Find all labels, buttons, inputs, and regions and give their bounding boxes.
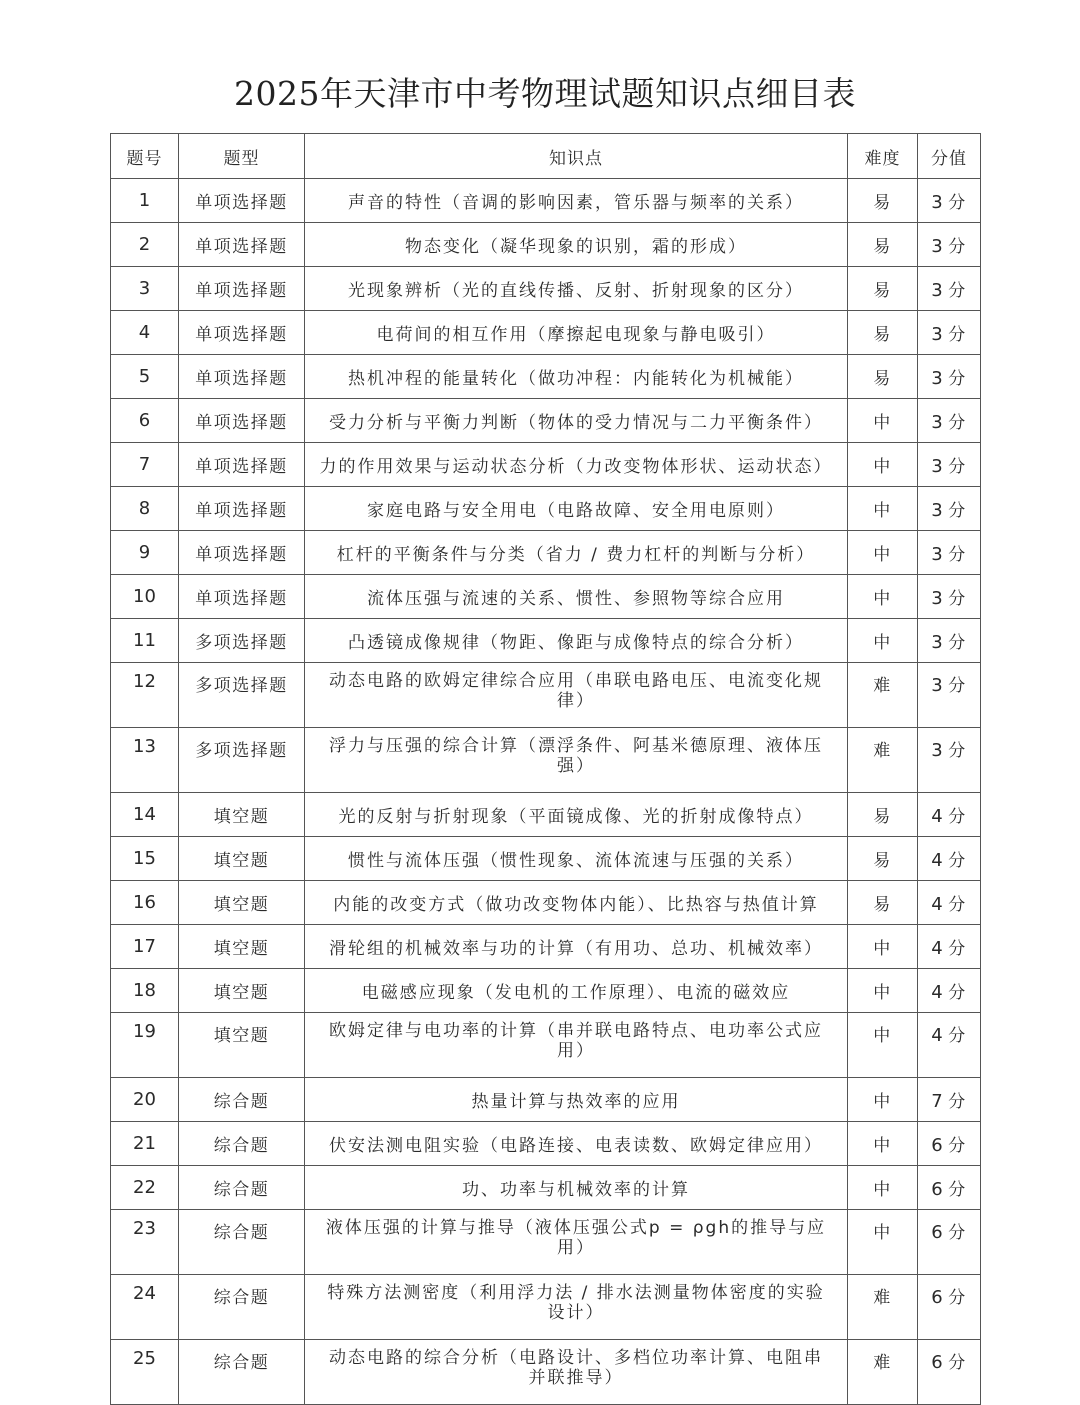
score [918,1340,981,1405]
question-type: 填空题 [179,925,305,969]
score-value: 3 [931,324,945,345]
table-row [111,728,981,793]
question-number: 13 [111,728,179,793]
knowledge-table [110,133,981,1405]
score-value: 3 [931,280,945,301]
table-row [111,1275,981,1340]
score-value: 6 [931,1352,945,1373]
question-type: 单项选择题 [179,399,305,443]
knowledge-point: 功、功率与机械效率的计算 [305,1166,848,1210]
score [918,223,981,267]
question-type: 单项选择题 [179,575,305,619]
question-type: 单项选择题 [179,531,305,575]
difficulty: 易 [848,267,918,311]
question-number: 24 [111,1275,179,1340]
question-type: 综合题 [179,1340,305,1405]
difficulty: 中 [848,1122,918,1166]
score-unit: 分 [948,1180,967,1200]
difficulty: 易 [848,881,918,925]
score-value: 3 [931,632,945,653]
score-value: 6 [931,1135,945,1156]
knowledge-point: 电荷间的相互作用（摩擦起电现象与静电吸引） [305,311,848,355]
question-type: 单项选择题 [179,487,305,531]
knowledge-point: 特殊方法测密度（利用浮力法 / 排水法测量物体密度的实验设计） [305,1275,848,1340]
score-unit: 分 [948,457,967,477]
score-value: 4 [931,894,945,915]
knowledge-point: 内能的改变方式（做功改变物体内能）、比热容与热值计算 [305,881,848,925]
table-row [111,355,981,399]
question-number: 12 [111,663,179,728]
score-value: 7 [931,1091,945,1112]
question-number: 11 [111,619,179,663]
question-number: 5 [111,355,179,399]
knowledge-point: 液体压强的计算与推导（液体压强公式p = ρgh的推导与应用） [305,1210,848,1275]
knowledge-point: 欧姆定律与电功率的计算（串并联电路特点、电功率公式应用） [305,1013,848,1078]
score-unit: 分 [948,1026,967,1046]
header-score: 分值 [918,134,981,179]
table-row [111,443,981,487]
question-type: 填空题 [179,1013,305,1078]
difficulty: 中 [848,925,918,969]
score-value: 4 [931,982,945,1003]
score-unit: 分 [948,895,967,915]
score-value: 6 [931,1222,945,1243]
score [918,531,981,575]
question-type: 多项选择题 [179,619,305,663]
table-row [111,881,981,925]
score-unit: 分 [948,545,967,565]
question-number: 14 [111,793,179,837]
score-unit: 分 [948,589,967,609]
score-value: 3 [931,740,945,761]
difficulty: 中 [848,575,918,619]
question-number: 7 [111,443,179,487]
question-type: 填空题 [179,881,305,925]
knowledge-point: 家庭电路与安全用电（电路故障、安全用电原则） [305,487,848,531]
header-knowledge-point: 知识点 [305,134,848,179]
question-type: 填空题 [179,793,305,837]
score [918,969,981,1013]
knowledge-point: 动态电路的欧姆定律综合应用（串联电路电压、电流变化规律） [305,663,848,728]
table-row [111,1013,981,1078]
header-type: 题型 [179,134,305,179]
score-unit: 分 [948,325,967,345]
score-value: 3 [931,456,945,477]
question-number: 15 [111,837,179,881]
difficulty: 难 [848,663,918,728]
score [918,179,981,223]
score [918,728,981,793]
score [918,881,981,925]
knowledge-point: 凸透镜成像规律（物距、像距与成像特点的综合分析） [305,619,848,663]
score-unit: 分 [948,676,967,696]
question-number: 17 [111,925,179,969]
question-type: 单项选择题 [179,267,305,311]
knowledge-point: 伏安法测电阻实验（电路连接、电表读数、欧姆定律应用） [305,1122,848,1166]
knowledge-point: 惯性与流体压强（惯性现象、流体流速与压强的关系） [305,837,848,881]
table-row [111,575,981,619]
difficulty: 易 [848,837,918,881]
knowledge-point: 热量计算与热效率的应用 [305,1078,848,1122]
knowledge-point: 物态变化（凝华现象的识别，霜的形成） [305,223,848,267]
score [918,1122,981,1166]
question-number: 6 [111,399,179,443]
knowledge-point: 光现象辨析（光的直线传播、反射、折射现象的区分） [305,267,848,311]
question-number: 8 [111,487,179,531]
question-type: 单项选择题 [179,223,305,267]
score-unit: 分 [948,1223,967,1243]
score-unit: 分 [948,807,967,827]
score [918,619,981,663]
table-row [111,1166,981,1210]
difficulty: 中 [848,1166,918,1210]
table-row [111,267,981,311]
question-number: 1 [111,179,179,223]
question-number: 16 [111,881,179,925]
score-unit: 分 [948,1288,967,1308]
score-unit: 分 [948,1136,967,1156]
score-value: 4 [931,806,945,827]
knowledge-point: 力的作用效果与运动状态分析（力改变物体形状、运动状态） [305,443,848,487]
score-unit: 分 [948,413,967,433]
difficulty: 中 [848,487,918,531]
knowledge-point: 杠杆的平衡条件与分类（省力 / 费力杠杆的判断与分析） [305,531,848,575]
score-unit: 分 [948,1092,967,1112]
question-number: 23 [111,1210,179,1275]
question-type: 综合题 [179,1166,305,1210]
table-row [111,793,981,837]
score-unit: 分 [948,983,967,1003]
question-type: 填空题 [179,837,305,881]
score-unit: 分 [948,501,967,521]
question-number: 21 [111,1122,179,1166]
difficulty: 中 [848,531,918,575]
knowledge-point: 动态电路的综合分析（电路设计、多档位功率计算、电阻串并联推导） [305,1340,848,1405]
difficulty: 中 [848,1210,918,1275]
score-value: 4 [931,1025,945,1046]
difficulty: 中 [848,1013,918,1078]
question-number: 19 [111,1013,179,1078]
table-row [111,1340,981,1405]
knowledge-point: 流体压强与流速的关系、惯性、参照物等综合应用 [305,575,848,619]
knowledge-point: 光的反射与折射现象（平面镜成像、光的折射成像特点） [305,793,848,837]
difficulty: 易 [848,311,918,355]
score-value: 3 [931,236,945,257]
question-type: 单项选择题 [179,443,305,487]
difficulty: 易 [848,355,918,399]
score [918,355,981,399]
score [918,267,981,311]
score-unit: 分 [948,633,967,653]
score-value: 3 [931,192,945,213]
difficulty: 易 [848,793,918,837]
header-difficulty: 难度 [848,134,918,179]
score [918,925,981,969]
score-value: 4 [931,850,945,871]
difficulty: 难 [848,1275,918,1340]
score-value: 3 [931,368,945,389]
table-row [111,487,981,531]
score [918,663,981,728]
score-unit: 分 [948,369,967,389]
score-value: 3 [931,544,945,565]
score [918,443,981,487]
question-type: 单项选择题 [179,179,305,223]
question-number: 18 [111,969,179,1013]
question-type: 综合题 [179,1210,305,1275]
difficulty: 难 [848,728,918,793]
score-unit: 分 [948,1353,967,1373]
table-row [111,223,981,267]
knowledge-point: 滑轮组的机械效率与功的计算（有用功、总功、机械效率） [305,925,848,969]
question-type: 综合题 [179,1122,305,1166]
score-value: 3 [931,675,945,696]
question-type: 综合题 [179,1275,305,1340]
table-row [111,837,981,881]
knowledge-point: 热机冲程的能量转化（做功冲程：内能转化为机械能） [305,355,848,399]
score-value: 3 [931,500,945,521]
score [918,1013,981,1078]
score-unit: 分 [948,193,967,213]
table-header-row [111,134,981,179]
table-row [111,179,981,223]
table-row [111,663,981,728]
difficulty: 中 [848,443,918,487]
table-row [111,1078,981,1122]
knowledge-point: 声音的特性（音调的影响因素，管乐器与频率的关系） [305,179,848,223]
score-value: 6 [931,1179,945,1200]
score [918,793,981,837]
page-title: 2025年天津市中考物理试题知识点细目表 [234,74,856,113]
table-row [111,1210,981,1275]
question-number: 10 [111,575,179,619]
table-row [111,1122,981,1166]
question-type: 多项选择题 [179,663,305,728]
score-unit: 分 [948,851,967,871]
table-row [111,399,981,443]
difficulty: 中 [848,969,918,1013]
header-number: 题号 [111,134,179,179]
score [918,837,981,881]
difficulty: 难 [848,1340,918,1405]
score-value: 4 [931,938,945,959]
question-type: 单项选择题 [179,311,305,355]
question-type: 单项选择题 [179,355,305,399]
question-number: 9 [111,531,179,575]
score-unit: 分 [948,741,967,761]
question-type: 多项选择题 [179,728,305,793]
score-unit: 分 [948,237,967,257]
question-number: 3 [111,267,179,311]
question-number: 4 [111,311,179,355]
question-type: 综合题 [179,1078,305,1122]
score [918,1166,981,1210]
score [918,1210,981,1275]
score-unit: 分 [948,281,967,301]
table-row [111,311,981,355]
table-row [111,619,981,663]
knowledge-point: 电磁感应现象（发电机的工作原理）、电流的磁效应 [305,969,848,1013]
score-unit: 分 [948,939,967,959]
table-row [111,969,981,1013]
question-number: 25 [111,1340,179,1405]
difficulty: 易 [848,179,918,223]
score [918,575,981,619]
knowledge-point: 受力分析与平衡力判断（物体的受力情况与二力平衡条件） [305,399,848,443]
difficulty: 中 [848,399,918,443]
question-number: 22 [111,1166,179,1210]
score [918,1078,981,1122]
score-value: 6 [931,1287,945,1308]
score [918,487,981,531]
difficulty: 中 [848,1078,918,1122]
question-number: 2 [111,223,179,267]
score [918,399,981,443]
difficulty: 中 [848,619,918,663]
table-row [111,531,981,575]
score-value: 3 [931,588,945,609]
score-value: 3 [931,412,945,433]
question-number: 20 [111,1078,179,1122]
table-row [111,925,981,969]
knowledge-point: 浮力与压强的综合计算（漂浮条件、阿基米德原理、液体压强） [305,728,848,793]
score [918,311,981,355]
score [918,1275,981,1340]
question-type: 填空题 [179,969,305,1013]
difficulty: 易 [848,223,918,267]
